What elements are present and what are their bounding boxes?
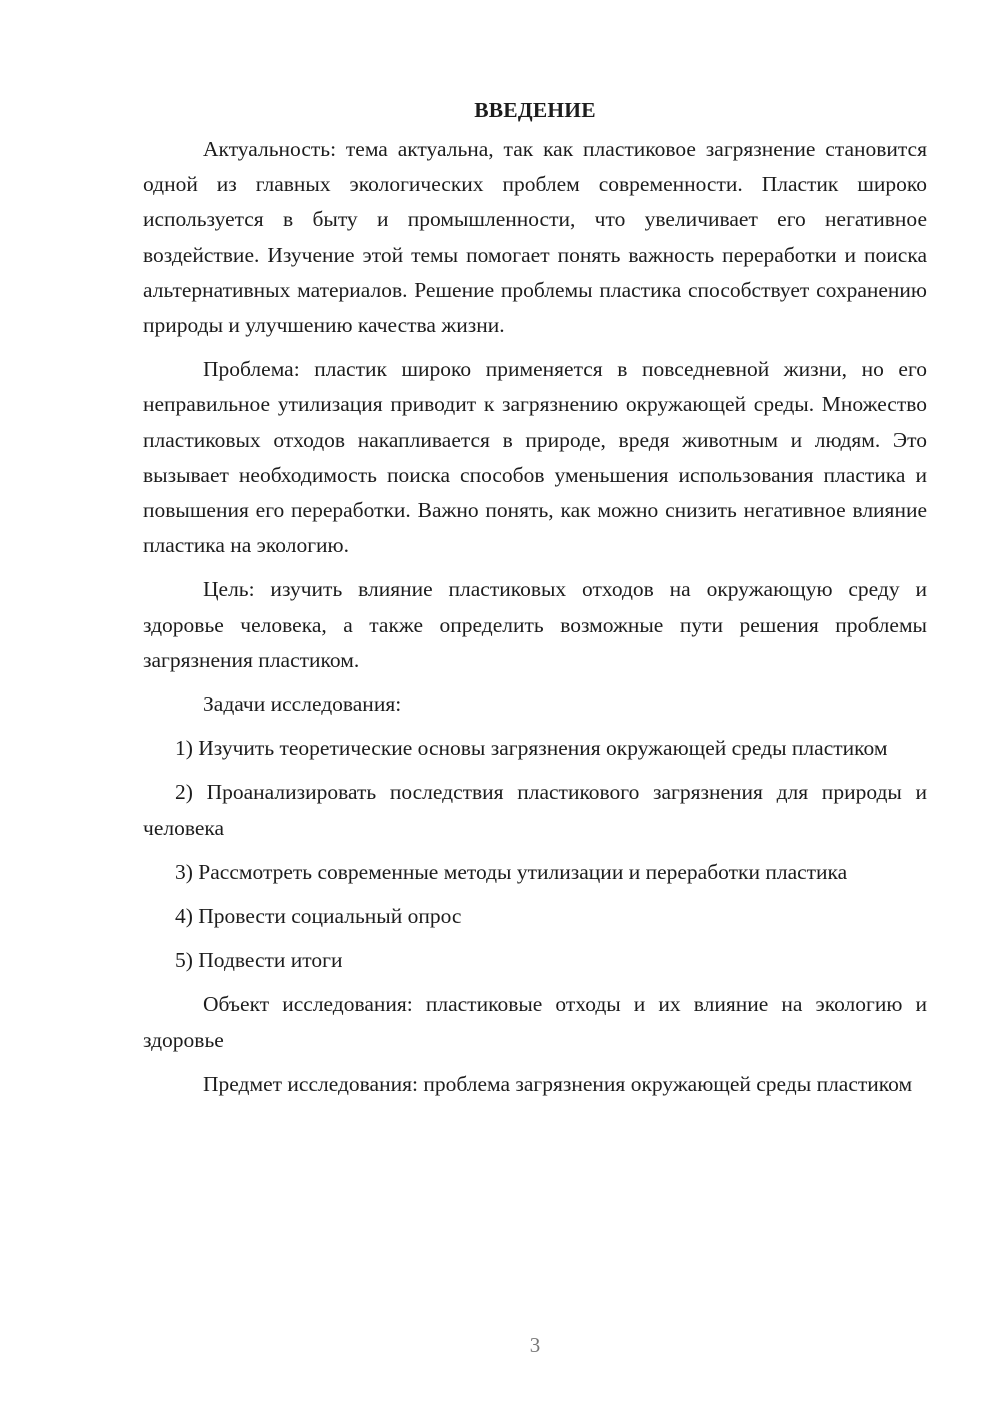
task-item: 2) Проанализировать последствия пластикового загрязнения для природы и человека: [143, 780, 927, 840]
relevance-paragraph: Актуальность: тема актуальна, так как пластиковое загрязнение становится одной из главных экологических проблем современности. Пластик широко используется в быту и промышленности, что увеличивает его негативное воздействие. Изучение этой темы помогает понять важность переработки и поиска альтернативных материалов. Решение проблемы пластика способствует сохранению природы и улучшению качества жизни.: [143, 137, 927, 338]
task-item: 3) Рассмотреть современные методы утилизации и переработки пластика: [175, 859, 848, 884]
research-object-paragraph: Объект исследования: пластиковые отходы и их влияние на экологию и здоровье: [143, 992, 927, 1052]
tasks-heading: Задачи исследования:: [203, 692, 402, 717]
problem-paragraph: Проблема: пластик широко применяется в повседневной жизни, но его неправильное утилизация приводит к загрязнению окружающей среды. Множество пластиковых отходов накапливается в природе, вредя животным и людям. Это вызывает необходимость поиска способов уменьшения использования пластика и повышения его переработки. Важно понять, как можно снизить негативное влияние пластика на экологию.: [143, 357, 927, 558]
goal-paragraph: Цель: изучить влияние пластиковых отходов на окружающую среду и здоровье человека, а также определить возможные пути решения проблемы загрязнения пластиком.: [143, 577, 927, 672]
research-subject-paragraph: Предмет исследования: проблема загрязнения окружающей среды пластиком: [203, 1071, 913, 1096]
task-item: 1) Изучить теоретические основы загрязнения окружающей среды пластиком: [175, 736, 888, 761]
task-item: 4) Провести социальный опрос: [175, 904, 462, 929]
task-item: 5) Подвести итоги: [175, 948, 343, 973]
document-page: [143, 88, 927, 1111]
page-number: 3: [529, 1333, 541, 1357]
page-title: ВВЕДЕНИЕ: [474, 98, 596, 122]
